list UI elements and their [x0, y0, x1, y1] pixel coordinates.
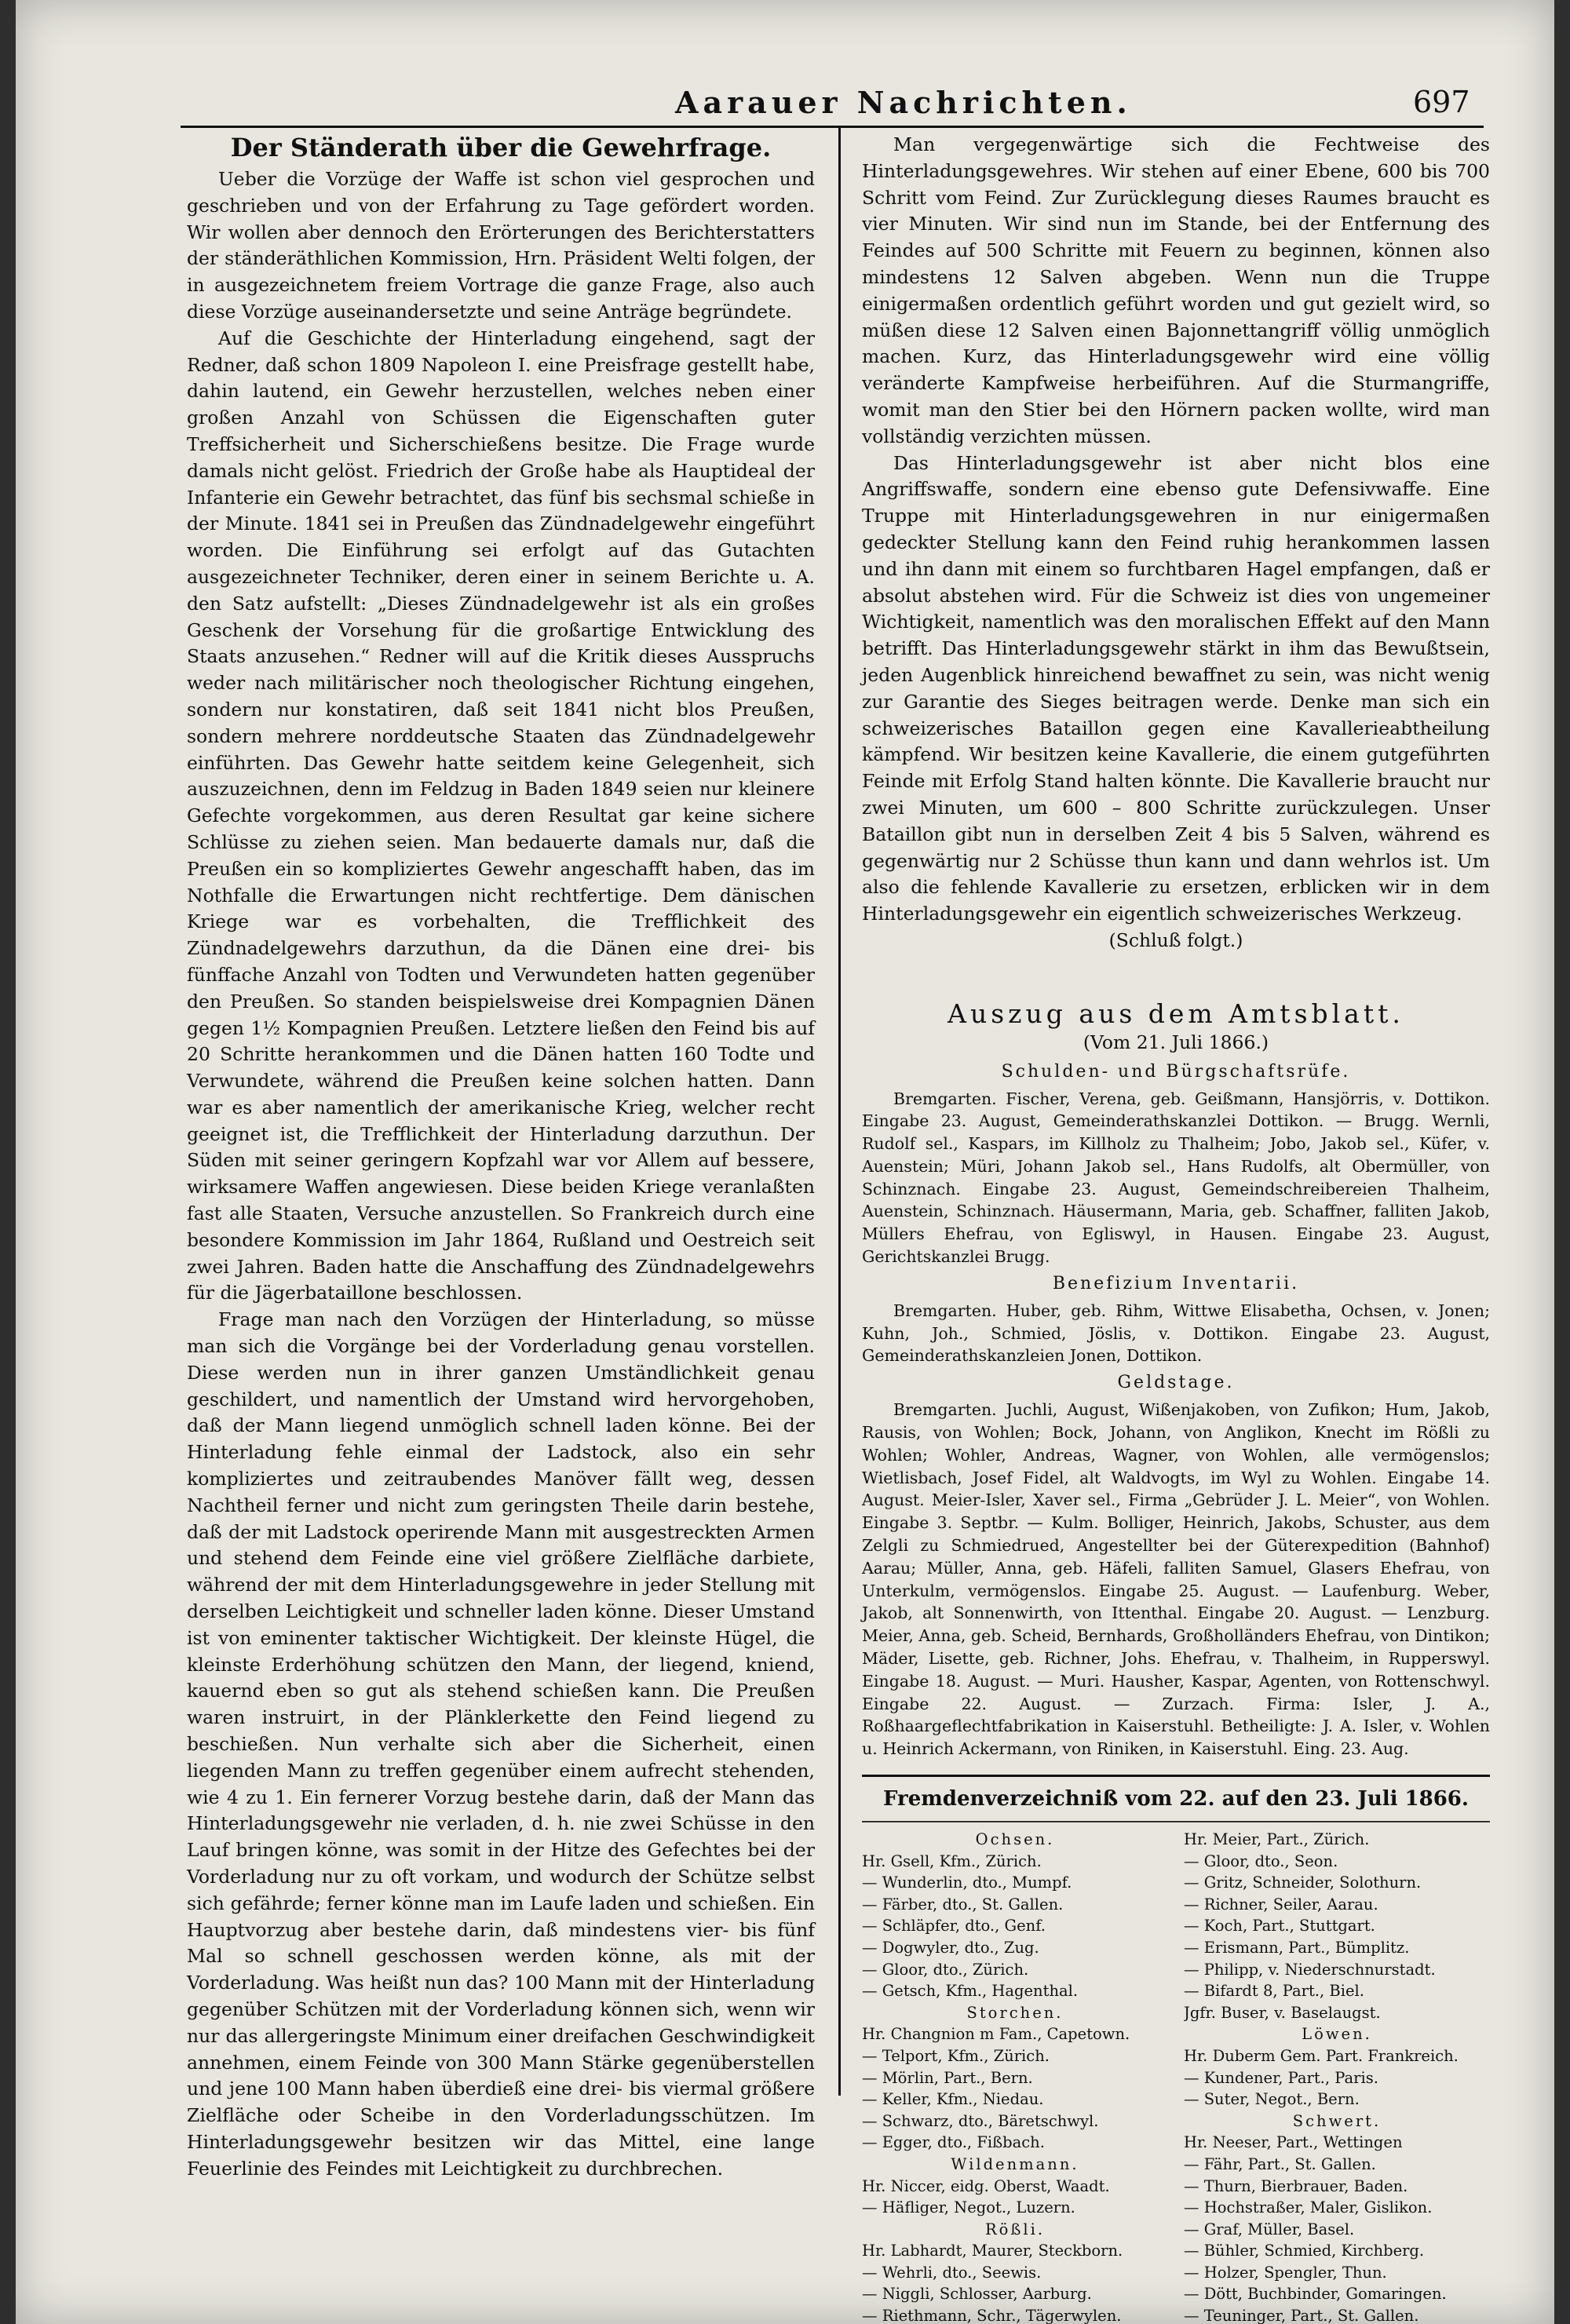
- guest-entry: — Egger, dto., Fißbach.: [862, 2133, 1045, 2152]
- guest-entry: — Teuninger, Part., St. Gallen.: [1184, 2307, 1419, 2324]
- newspaper-title: Aarauer Nachrichten.: [675, 85, 1132, 120]
- page-number: 697: [1413, 85, 1470, 119]
- right-column: [862, 132, 1490, 2324]
- hotel-heading: Löwen.: [1302, 2025, 1372, 2044]
- guest-entry: — Niggli, Schlosser, Aarburg.: [862, 2285, 1092, 2304]
- guest-entry: Hr. Niccer, eidg. Oberst, Waadt.: [862, 2176, 1110, 2195]
- guest-entry: — Getsch, Kfm., Hagenthal.: [862, 1982, 1079, 2001]
- section-rule: [862, 1775, 1490, 1777]
- fremden-title: Fremdenverzeichniß vom 22. auf den 23. Juli 1866.: [883, 1787, 1469, 1811]
- article-paragraph: Ueber die Vorzüge der Waffe ist schon viel gesprochen und geschrieben und von der Erfahrung zu Tage gefördert worden. Wir wollen aber dennoch den Erörterungen des Berichterstatters der ständeräthlichen Kommission, Hrn. Präsident Welti folgen, der in ausgezeichnetem freiem Vortrage die ganze Frage, also auch diese Vorzüge auseinandersetzte und seine Anträge begründete.: [187, 168, 815, 323]
- guest-entry: — Riethmann, Schr., Tägerwylen.: [862, 2307, 1122, 2324]
- guest-entry: — Schläpfer, dto., Genf.: [862, 1917, 1046, 1935]
- guest-entry: — Schwarz, dto., Bäretschwyl.: [862, 2111, 1099, 2130]
- guest-entry: — Dött, Buchbinder, Gomaringen.: [1184, 2285, 1447, 2304]
- guest-entry: Jgfr. Buser, v. Baselaugst.: [1184, 2003, 1381, 2022]
- fremden-rule: [862, 1821, 1490, 1822]
- left-column: [187, 132, 815, 2183]
- header-rule: [181, 126, 1484, 128]
- article-paragraph: Auf die Geschichte der Hinterladung eingehend, sagt der Redner, daß schon 1809 Napoleon I. eine Preisfrage gestellt habe, dahin lautend, ein Gewehr herzustellen, welches neben einer großen Anzahl von Schüssen die Eigenschaften guter Treffsicherheit und Sicherschießens besitze. Die Frage wurde damals nicht gelöst. Friedrich der Große habe als Hauptideal der Infanterie ein Gewehr betrachtet, das fünf bis sechsmal schieße in der Minute. 1841 sei in Preußen das Zündnadelgewehr eingeführt worden. Die Einführung sei erfolgt auf das Gutachten ausgezeichneter Techniker, deren einer in seinem Berichte u. A. den Satz aufstellt: „Dieses Zündnadelgewehr ist als ein großes Geschenk der Vorsehung für die großartige Entwicklung des Staats anzusehen.“ Redner will auf die Kritik dieses Ausspruchs weder nach militärischer noch theologischer Richtung eingehen, sondern nur konstatiren, daß seit 1841 nicht blos Preußen, sondern mehrere norddeutsche Staaten das Zündnadelgewehr einführten. Das Gewehr hatte seitdem keine Gelegenheit, sich auszuzeichnen, denn im Feldzug in Baden 1849 seien nur kleinere Gefechte vorgekommen, aus deren Resultat gar keine sichere Schlüsse zu ziehen seien. Man bedauerte damals nur, daß die Preußen ein so kompliziertes Gewehr angeschafft haben, das im Nothfalle die Erwartungen nicht rechtfertige. Dem dänischen Kriege war es vorbehalten, die Trefflichkeit des Zündnadelgewehrs darzuthun, da die Dänen eine drei- bis fünffache Anzahl von Todten und Verwundeten hatten gegenüber den Preußen. So standen beispielsweise drei Kompagnien Dänen gegen 1½ Kompagnien Preußen. Letztere ließen den Feind bis auf 20 Schritte herankommen und die Dänen hatten 160 Todte und Verwundete, während die Preußen keine solchen hatten. Dann war es aber namentlich der amerikanische Krieg, welcher recht geeignet ist, die Trefflichkeit der Hinterladung darzuthun. Der Süden mit seiner geringern Kopfzahl war vor Allem auf bessere, wirksamere Waffen angewiesen. Diese beiden Kriege veranlaßten fast alle Staaten, Versuche anzustellen. So Frankreich durch eine besondere Kommission im Jahr 1864, Rußland und Oestreich seit zwei Jahren. Baden hatte die Anschaffung des Zündnadelgewehrs für die Jägerbataillone beschlossen.: [187, 327, 815, 1304]
- hotel-heading: Wildenmann.: [951, 2154, 1079, 2173]
- guest-entry: — Suter, Negot., Bern.: [1184, 2090, 1360, 2109]
- guest-entry: — Gritz, Schneider, Solothurn.: [1184, 1873, 1422, 1892]
- guest-entry: — Häfliger, Negot., Luzern.: [862, 2198, 1075, 2217]
- guest-entry: Hr. Meier, Part., Zürich.: [1184, 1830, 1370, 1849]
- section-heading: Benefizium Inventarii.: [1052, 1273, 1300, 1293]
- fremden-left-column: [862, 1829, 1168, 2324]
- hotel-heading: Ochsen.: [975, 1830, 1055, 1849]
- section-heading: Schulden- und Bürgschaftsrüfe.: [1001, 1061, 1351, 1082]
- continuation-note: (Schluß folgt.): [1108, 929, 1243, 951]
- guest-entry: — Koch, Part., Stuttgart.: [1184, 1917, 1375, 1935]
- guest-entry: — Dogwyler, dto., Zug.: [862, 1938, 1039, 1957]
- article-title: Der Ständerath über die Gewehrfrage.: [230, 133, 772, 162]
- guest-entry: Hr. Labhardt, Maurer, Steckborn.: [862, 2242, 1123, 2260]
- guest-entry: — Richner, Seiler, Aarau.: [1184, 1895, 1378, 1914]
- guest-entry: — Bühler, Schmied, Kirchberg.: [1184, 2242, 1425, 2260]
- article-paragraph: Das Hinterladungsgewehr ist aber nicht blos eine Angriffswaffe, sondern eine ebenso gute Defensivwaffe. Eine Truppe mit Hinterladungsgewehren in nur einigermaßen gedeckter Stellung kann den Feind ruhig herankommen lassen und ihn dann mit einem so furchtbaren Hagel empfangen, daß er absolut abstehen wird. Für die Schweiz ist dies von ungemeiner Wichtigkeit, namentlich was den moralischen Effekt auf den Mann betrifft. Das Hinterladungsgewehr stärkt in ihm das Bewußtsein, jeden Augenblick hinreichend bewaffnet zu sein, was nicht wenig zur Garantie des Sieges beitragen werde. Denke man sich ein schweizerisches Bataillon gegen eine Kavallerieabtheilung kämpfend. Wir besitzen keine Kavallerie, die einem gutgeführten Feinde mit Erfolg Stand halten könnte. Die Kavallerie braucht nur zwei Minuten, um 600 – 800 Schritte zurückzulegen. Unser Bataillon gibt nun in derselben Zeit 4 bis 5 Salven, während es gegenwärtig nur 2 Schüsse thun kann und dann wehrlos ist. Um also die fehlende Kavallerie zu ersetzen, erblicken wir in dem Hinterladungsgewehr ein eigentlich schweizerisches Werkzeug.: [862, 451, 1490, 925]
- guest-entry: Hr. Changnion m Fam., Capetown.: [862, 2025, 1130, 2044]
- guest-entry: — Wehrli, dto., Seewis.: [862, 2263, 1042, 2282]
- guest-entry: — Keller, Kfm., Niedau.: [862, 2090, 1044, 2109]
- guest-entry: — Gloor, dto., Zürich.: [862, 1960, 1029, 1979]
- guest-entry: Hr. Gsell, Kfm., Zürich.: [862, 1852, 1042, 1870]
- section-text: Bremgarten. Juchli, August, Wißenjakoben, von Zufikon; Hum, Jakob, Rausis, von Wohlen; Bock, Johann, von Anglikon, Knecht im Rößli zu Wohlen; Wohler, Andreas, Wagner, von Wohlen, alle vermögenslos; Wietlisbach, Josef Fidel, alt Waldvogts, im Wyl zu Wohlen. Eingabe 14. August. Meier-Isler, Xaver sel., Firma „Gebrüder J. L. Meier“, von Wohlen. Eingabe 3. Septbr. — Kulm. Bolliger, Heinrich, Jakobs, Schuster, aus dem Zelgli zu Schmiedrued, Angestellter bei der Güterexpedition (Bahnhof) Aarau; Müller, Anna, geb. Häfeli, falliten Samuel, Glasers Ehefrau, von Unterkulm, vermögenslos. Eingabe 25. August. — Laufenburg. Weber, Jakob, alt Sonnenwirth, von Ittenthal. Eingabe 20. August. — Lenzburg. Meier, Anna, geb. Scheid, Bernhards, Großholländers Ehefrau, von Dintikon; Mäder, Lisette, geb. Richner, Johs. Ehefrau, v. Thalheim, in Rupperswyl. Eingabe 18. August. — Muri. Hausher, Kaspar, Agenten, von Rottenschwyl. Eingabe 22. August. — Zurzach. Firma: Isler, J. A., Roßhaargeflechtfabrikation in Kaiserstuhl. Betheiligte: J. A. Isler, v. Wohlen u. Heinrich Ackermann, von Riniken, in Kaiserstuhl. Eing. 23. Aug.: [862, 1400, 1490, 1759]
- fremden-columns: [862, 1829, 1490, 2324]
- hotel-heading: Rößli.: [984, 2220, 1046, 2238]
- guest-entry: — Telport, Kfm., Zürich.: [862, 2046, 1050, 2065]
- hotel-heading: Schwert.: [1292, 2111, 1382, 2130]
- article-paragraph: Man vergegenwärtige sich die Fechtweise des Hinterladungsgewehres. Wir stehen auf einer Ebene, 600 bis 700 Schritt vom Feind. Zur Zurücklegung dieses Raumes braucht es vier Minuten. Wir sind nun im Stande, bei der Entfernung des Feindes auf 500 Schritte mit Feuern zu beginnen, können also mindestens 12 Salven abgeben. Wenn nun die Truppe einigermaßen ordentlich geführt worden und gut gezielt wird, so müßen diese 12 Salven einen Bajonnettangriff völlig unmöglich machen. Kurz, das Hinterladungsgewehr wird eine völlig veränderte Kampfweise herbeiführen. Auf die Sturmangriffe, womit man den Stier bei den Hörnern packen wollte, wird man vollständig verzichten müssen.: [862, 133, 1490, 447]
- guest-entry: — Mörlin, Part., Bern.: [862, 2068, 1033, 2087]
- section-text: Bremgarten. Huber, geb. Rihm, Wittwe Elisabetha, Ochsen, v. Jonen; Kuhn, Joh., Schmied, Jöslis, v. Dottikon. Eingabe 23. August, Gemeinderathskanzleien Jonen, Dottikon.: [862, 1301, 1490, 1366]
- guest-entry: — Graf, Müller, Basel.: [1184, 2220, 1355, 2238]
- column-divider: [838, 126, 841, 2096]
- fremden-right-column: [1184, 1829, 1490, 2324]
- hotel-heading: Storchen.: [966, 2003, 1064, 2022]
- guest-entry: — Fähr, Part., St. Gallen.: [1184, 2154, 1376, 2173]
- guest-entry: — Färber, dto., St. Gallen.: [862, 1895, 1064, 1914]
- amtsblatt-date: (Vom 21. Juli 1866.): [1083, 1031, 1269, 1053]
- guest-entry: — Gloor, dto., Seon.: [1184, 1852, 1338, 1870]
- guest-entry: — Bifardt 8, Part., Biel.: [1184, 1982, 1364, 2001]
- guest-entry: — Wunderlin, dto., Mumpf.: [862, 1873, 1072, 1892]
- guest-entry: — Holzer, Spengler, Thun.: [1184, 2263, 1387, 2282]
- section-text: Bremgarten. Fischer, Verena, geb. Geißmann, Hansjörris, v. Dottikon. Eingabe 23. August, Gemeinderathskanzlei Dottikon. — Brugg. Wernli, Rudolf sel., Kaspars, im Killholz zu Thalheim; Jobo, Jakob sel., Küfer, v. Auenstein; Müri, Johann Jakob sel., Hans Rudolfs, alt Obermüller, von Schinznach. Eingabe 23. August, Gemeindschreibereien Thalheim, Auenstein, Schinznach. Häusermann, Maria, geb. Schaffner, falliten Jakob, Müllers Ehefrau, von Egliswyl, in Hausen. Eingabe 23. August, Gerichtskanzlei Brugg.: [862, 1089, 1490, 1267]
- guest-entry: Hr. Duberm Gem. Part. Frankreich.: [1184, 2046, 1459, 2065]
- guest-entry: — Thurn, Bierbrauer, Baden.: [1184, 2176, 1408, 2195]
- amtsblatt-title: Auszug aus dem Amtsblatt.: [947, 998, 1404, 1029]
- guest-entry: — Kundener, Part., Paris.: [1184, 2068, 1378, 2087]
- guest-entry: — Philipp, v. Niederschnurstadt.: [1184, 1960, 1436, 1979]
- newspaper-page: [16, 0, 1554, 2324]
- section-heading: Geldstage.: [1117, 1373, 1235, 1393]
- guest-entry: — Hochstraßer, Maler, Gislikon.: [1184, 2198, 1433, 2217]
- article-paragraph: Frage man nach den Vorzügen der Hinterladung, so müsse man sich die Vorgänge bei der Vorderladung genau vorstellen. Diese werden nun in ihrer ganzen Umständlichkeit genau geschildert, und namentlich der Umstand wird hervorgehoben, daß der Mann liegend unmöglich schnell laden könne. Bei der Hinterladung fehle einmal der Ladstock, also ein sehr kompliziertes und zeitraubendes Manöver fällt weg, dessen Nachtheil ferner und nicht zum geringsten Theile darin bestehe, daß der mit Ladstock operirende Mann mit ausgestreckten Armen und stehend dem Feinde eine viel größere Zielfläche darbiete, während der mit dem Hinterladungsgewehre in jeder Stellung mit derselben Leichtigkeit und schneller laden könne. Dieser Umstand ist von eminenter taktischer Wichtigkeit. Der kleinste Hügel, die kleinste Erderhöhung schützen den Mann, der liegend, kniend, kauernd eben so gut als stehend schießen kann. Die Preußen waren instruirt, in der Plänklerkette den Feind liegend zu beschießen. Nun verhalte sich aber die Sicherheit, einen liegenden Mann zu treffen gegenüber einem aufrecht stehenden, wie 4 zu 1. Ein fernerer Vorzug bestehe darin, daß der Mann das Hinterladungsgewehr nie verladen, d. h. nie zwei Schüsse in den Lauf bringen könne, was somit in der Hitze des Gefechtes bei der Vorderladung nur zu oft vorkam, und wodurch der Schütze selbst sich gefährde; ferner könne man im Laufe laden und schießen. Ein Hauptvorzug aber bestehe darin, daß mindestens vier- bis fünf Mal so schnell geschossen werden könne, als mit der Vorderladung. Was heißt nun das? 100 Mann mit der Hinterladung gegenüber Schützen mit der Vorderladung können sich, wenn wir nur das allergeringste Minimum einer dreifachen Geschwindigkeit annehmen, einem Feinde von 300 Mann Stärke gegenüberstellen und jene 100 Mann haben überdieß eine drei- bis viermal größere Zielfläche oder Scheibe in den Vorderladungsschützen. Im Hinterladungsgewehr besitzen wir das Mittel, eine lange Feuerlinie des Feindes mit Leichtigkeit zu durchbrechen.: [187, 1308, 815, 2180]
- guest-entry: Hr. Neeser, Part., Wettingen: [1184, 2133, 1403, 2152]
- guest-entry: — Erismann, Part., Bümplitz.: [1184, 1938, 1410, 1957]
